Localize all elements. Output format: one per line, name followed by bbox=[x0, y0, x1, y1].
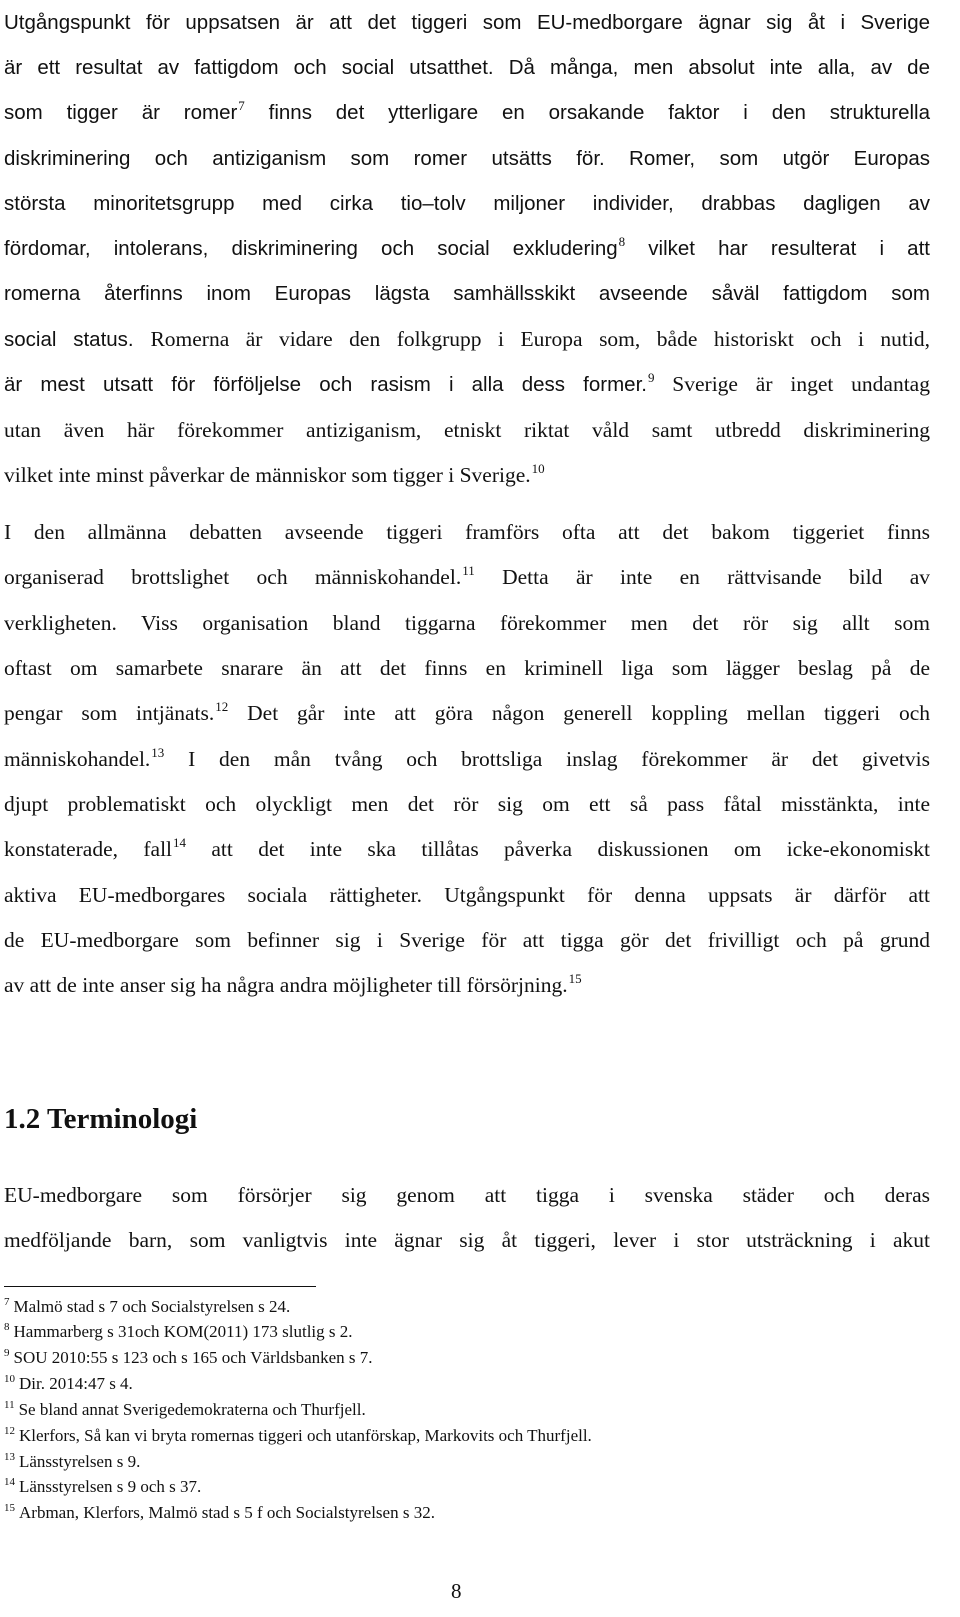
footnote-reference[interactable]: 8 bbox=[618, 234, 626, 249]
text-segment: oftast om samarbete snarare än att det finns en kriminell liga som lägger beslag på de bbox=[4, 656, 930, 680]
text-line bbox=[4, 226, 930, 271]
text-segment: organiserad brottslighet och människohandel. bbox=[4, 565, 462, 589]
text-segment: att det inte ska tillåtas påverka diskussionen om icke-ekonomiskt bbox=[186, 837, 930, 861]
footnote-item bbox=[4, 1449, 140, 1475]
text-segment: medföljande barn, som vanligtvis inte ägnar sig åt tiggeri, lever i stor utsträckning i akut bbox=[4, 1228, 930, 1252]
footnote-number: 11 bbox=[4, 1399, 15, 1411]
footnote-number: 15 bbox=[4, 1502, 15, 1514]
text-line bbox=[4, 918, 930, 963]
text-segment: finns det ytterligare en orsakande faktor i den strukturella bbox=[244, 101, 930, 124]
text-segment: vilket har resulterat i att bbox=[625, 237, 930, 260]
text-line bbox=[4, 136, 930, 181]
text-segment: Detta är inte en rättvisande bild av bbox=[474, 565, 930, 589]
footnote-text: Dir. 2014:47 s 4. bbox=[19, 1374, 133, 1393]
footnote-number: 10 bbox=[4, 1373, 15, 1385]
footnote-number: 7 bbox=[4, 1296, 10, 1308]
footnote-number: 13 bbox=[4, 1451, 15, 1463]
text-line bbox=[4, 1173, 930, 1218]
page-number: 8 bbox=[451, 1579, 462, 1603]
footnote-item bbox=[4, 1500, 435, 1526]
footnote-item bbox=[4, 1345, 373, 1371]
text-segment: är ett resultat av fattigdom och social utsatthet. Då många, men absolut inte alla, av de bbox=[4, 56, 930, 79]
footnote-separator bbox=[4, 1286, 316, 1287]
footnote-text: Arbman, Klerfors, Malmö stad s 5 f och Socialstyrelsen s 32. bbox=[19, 1503, 435, 1522]
text-line bbox=[4, 1218, 930, 1263]
footnote-text: Se bland annat Sverigedemokraterna och Thurfjell. bbox=[18, 1400, 366, 1419]
text-line bbox=[4, 646, 930, 691]
text-segment: EU-medborgare som försörjer sig genom att tigga i svenska städer och deras bbox=[4, 1183, 930, 1207]
text-line bbox=[4, 737, 930, 782]
section-heading: 1.2 Terminologi bbox=[4, 1103, 198, 1135]
text-line bbox=[4, 510, 930, 555]
footnote-number: 8 bbox=[4, 1321, 10, 1333]
footnote-reference[interactable]: 9 bbox=[647, 370, 655, 385]
footnote-text: Länsstyrelsen s 9 och s 37. bbox=[19, 1477, 202, 1496]
footnote-item bbox=[4, 1474, 201, 1500]
footnote-reference[interactable]: 11 bbox=[462, 563, 475, 578]
footnote-text: Malmö stad s 7 och Socialstyrelsen s 24. bbox=[13, 1297, 291, 1316]
footnote-reference[interactable]: 14 bbox=[173, 835, 187, 850]
footnote-reference[interactable]: 13 bbox=[151, 745, 165, 760]
footnote-number: 14 bbox=[4, 1476, 15, 1488]
footnote-item bbox=[4, 1294, 290, 1320]
text-segment: Romerna är vidare den folkgrupp i Europa som, både historiskt och i nutid, bbox=[150, 327, 930, 351]
text-line bbox=[4, 408, 930, 453]
text-segment: av att de inte anser sig ha några andra möjligheter till försörjning. bbox=[4, 973, 568, 997]
footnote-reference[interactable]: 10 bbox=[531, 461, 545, 476]
text-segment: I den mån tvång och brottsliga inslag förekommer är det givetvis bbox=[164, 747, 930, 771]
text-line bbox=[4, 362, 930, 407]
text-line bbox=[4, 691, 930, 736]
footnote-text: SOU 2010:55 s 123 och s 165 och Världsbanken s 7. bbox=[13, 1348, 373, 1367]
footnote-text: Hammarberg s 31och KOM(2011) 173 slutlig s 2. bbox=[13, 1322, 353, 1341]
text-segment: Utgångspunkt för uppsatsen är att det tiggeri som EU-medborgare ägnar sig åt i Sverige bbox=[4, 11, 930, 34]
text-line bbox=[4, 453, 930, 498]
footnote-reference[interactable]: 12 bbox=[215, 699, 229, 714]
text-segment: pengar som intjänats. bbox=[4, 701, 215, 725]
text-segment: som tigger är romer bbox=[4, 101, 238, 124]
text-line bbox=[4, 45, 930, 90]
footnote-item bbox=[4, 1423, 592, 1449]
footnote-item bbox=[4, 1319, 353, 1345]
text-segment: aktiva EU-medborgares sociala rättigheter. Utgångspunkt för denna uppsats är därför att bbox=[4, 883, 930, 907]
text-line bbox=[4, 827, 930, 872]
text-segment: romerna återfinns inom Europas lägsta samhällsskikt avseende såväl fattigdom som bbox=[4, 282, 930, 305]
text-line bbox=[4, 873, 930, 918]
text-line bbox=[4, 0, 930, 45]
text-segment: de EU-medborgare som befinner sig i Sverige för att tigga gör det frivilligt och på grund bbox=[4, 928, 930, 952]
text-segment: människohandel. bbox=[4, 747, 151, 771]
text-segment: verkligheten. Viss organisation bland tiggarna förekommer men det rör sig allt som bbox=[4, 611, 930, 635]
text-segment: diskriminering och antiziganism som romer utsätts för. Romer, som utgör Europas bbox=[4, 147, 930, 170]
text-segment: konstaterade, fall bbox=[4, 837, 173, 861]
footnote-item bbox=[4, 1397, 366, 1423]
text-segment: utan även här förekommer antiziganism, etniskt riktat våld samt utbredd diskriminering bbox=[4, 418, 930, 442]
text-segment: största minoritetsgrupp med cirka tio–tolv miljoner individer, drabbas dagligen av bbox=[4, 192, 930, 215]
text-segment: fördomar, intolerans, diskriminering och social exkludering bbox=[4, 237, 618, 260]
text-line bbox=[4, 782, 930, 827]
text-line bbox=[4, 271, 930, 316]
text-line bbox=[4, 555, 930, 600]
footnote-reference[interactable]: 15 bbox=[568, 971, 582, 986]
text-line bbox=[4, 90, 930, 135]
text-segment: djupt problematiskt och olyckligt men det rör sig om ett så pass fåtal misstänkta, inte bbox=[4, 792, 930, 816]
footnote-item bbox=[4, 1371, 133, 1397]
text-line bbox=[4, 601, 930, 646]
text-line bbox=[4, 963, 930, 1008]
footnote-text: Klerfors, Så kan vi bryta romernas tiggeri och utanförskap, Markovits och Thurfjell. bbox=[19, 1426, 592, 1445]
footnote-text: Länsstyrelsen s 9. bbox=[19, 1452, 141, 1471]
footnote-number: 9 bbox=[4, 1347, 10, 1359]
footnote-number: 12 bbox=[4, 1425, 15, 1437]
text-segment: I den allmänna debatten avseende tiggeri framförs ofta att det bakom tiggeriet finns bbox=[4, 520, 930, 544]
text-line bbox=[4, 317, 930, 362]
text-segment: Sverige är inget undantag bbox=[654, 372, 930, 396]
text-segment: är mest utsatt för förföljelse och rasism i alla dess former. bbox=[4, 373, 647, 396]
text-line bbox=[4, 181, 930, 226]
text-segment: vilket inte minst påverkar de människor som tigger i Sverige. bbox=[4, 463, 531, 487]
footnote-reference[interactable]: 7 bbox=[238, 98, 245, 113]
text-segment: social status. bbox=[4, 328, 151, 351]
text-segment: Det går inte att göra någon generell koppling mellan tiggeri och bbox=[228, 701, 930, 725]
